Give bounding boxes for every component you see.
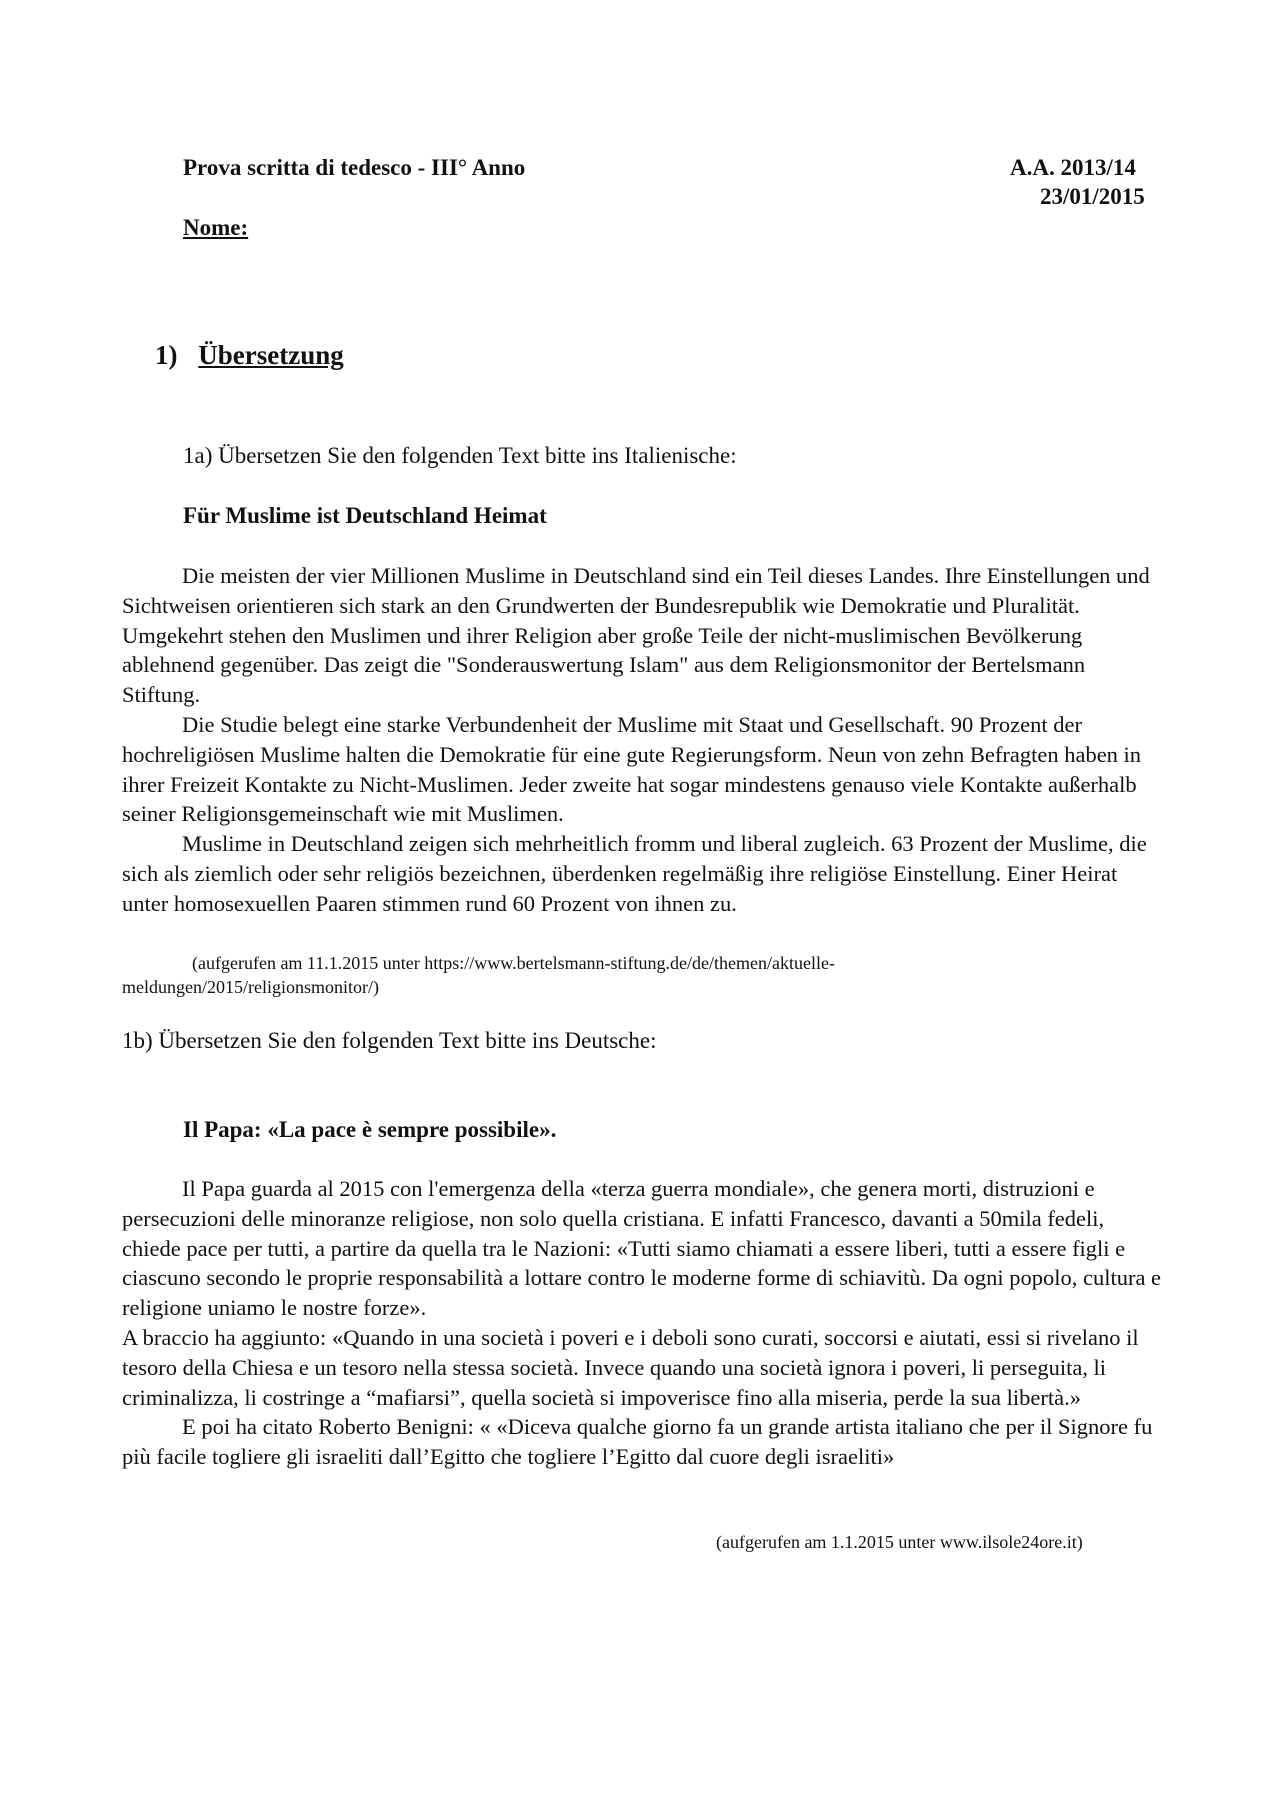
section-title: Übersetzung <box>198 340 344 370</box>
paragraph: Die meisten der vier Millionen Muslime in Deutschland sind ein Teil dieses Landes. Ihre Einstellungen und Sichtweisen orientieren sich stark an den Grundwerten der Bundesrepublik wie Demokratie und Pluralität. Umgekehrt stehen den Muslimen und ihrer Religion aber große Teile der nicht-muslimischen Bevölkerung ablehnend gegenüber. Das zeigt die "Sonderauswertung Islam" aus dem Religionsmonitor der Bertelsmann Stiftung. <box>122 563 1150 708</box>
part-1b-source: (aufgerufen am 1.1.2015 unter www.ilsole24ore.it) <box>716 1532 1083 1552</box>
paragraph: Muslime in Deutschland zeigen sich mehrheitlich fromm und liberal zugleich. 63 Prozent der Muslime, die sich als ziemlich oder sehr religiös bezeichnen, überdenken regelmäßig ihre religiöse Einstellung. Einer Heirat unter homosexuellen Paaren stimmen rund 60 Prozent von ihnen zu. <box>122 831 1147 916</box>
part-1a-text <box>122 561 1167 919</box>
part-1b-title: Il Papa: «La pace è sempre possibile». <box>183 1117 557 1142</box>
name-label: Nome: <box>183 215 249 240</box>
part-1b-text <box>122 1174 1167 1472</box>
section-number: 1) <box>155 340 178 370</box>
paragraph: Die Studie belegt eine starke Verbundenheit der Muslime mit Staat und Gesellschaft. 90 Prozent der hochreligiösen Muslime halten die Demokratie für eine gute Regierungsform. Neun von zehn Befragten haben in ihrer Freizeit Kontakte zu Nicht-Muslimen. Jeder zweite hat sogar mindestens genauso viele Kontakte außerhalb seiner Religionsgemeinschaft wie mit Muslimen. <box>122 711 1142 827</box>
academic-year: A.A. 2013/14 <box>1010 155 1136 180</box>
paragraph: Il Papa guarda al 2015 con l'emergenza della «terza guerra mondiale», che genera morti, distruzioni e persecuzioni delle minoranze religiose, non solo quella cristiana. E infatti Francesco, davanti a 50mila fedeli, chiede pace per tutti, a partire da quella tra le Nazioni: «Tutti siamo chiamati a essere liberi, tutti a essere figli e ciascuno secondo le proprie responsabilità a lottare contro le moderne forme di schiavitù. Da ogni popolo, cultura e religione uniamo le nostre forze». <box>122 1176 1162 1321</box>
paragraph: E poi ha citato Roberto Benigni: « «Diceva qualche giorno fa un grande artista italiano che per il Signore fu più facile togliere gli israeliti dall’Egitto che togliere l’Egitto dal cuore degli israeliti» <box>122 1414 1153 1470</box>
part-1a-title: Für Muslime ist Deutschland Heimat <box>183 503 547 528</box>
part-1a-source: (aufgerufen am 11.1.2015 unter https://www.bertelsmann-stiftung.de/de/themen/aktuelle-meldungen/2015/religionsmonitor/) <box>122 953 835 997</box>
paragraph: A braccio ha aggiunto: «Quando in una società i poveri e i deboli sono curati, soccorsi e aiutati, essi si rivelano il tesoro della Chiesa e un tesoro nella stessa società. Invece quando una società ignora i poveri, li perseguita, li criminalizza, li costringe a “mafiarsi”, quella società si impoverisce fino alla miseria, perde la sua libertà.» <box>122 1324 1139 1410</box>
section-heading <box>155 340 344 371</box>
part-1a-instruction: 1a) Übersetzen Sie den folgenden Text bitte ins Italienische: <box>183 443 737 468</box>
exam-date: 23/01/2015 <box>1040 184 1145 209</box>
part-1b-instruction: 1b) Übersetzen Sie den folgenden Text bitte ins Deutsche: <box>122 1028 657 1053</box>
exam-title: Prova scritta di tedesco - III° Anno <box>183 155 526 180</box>
